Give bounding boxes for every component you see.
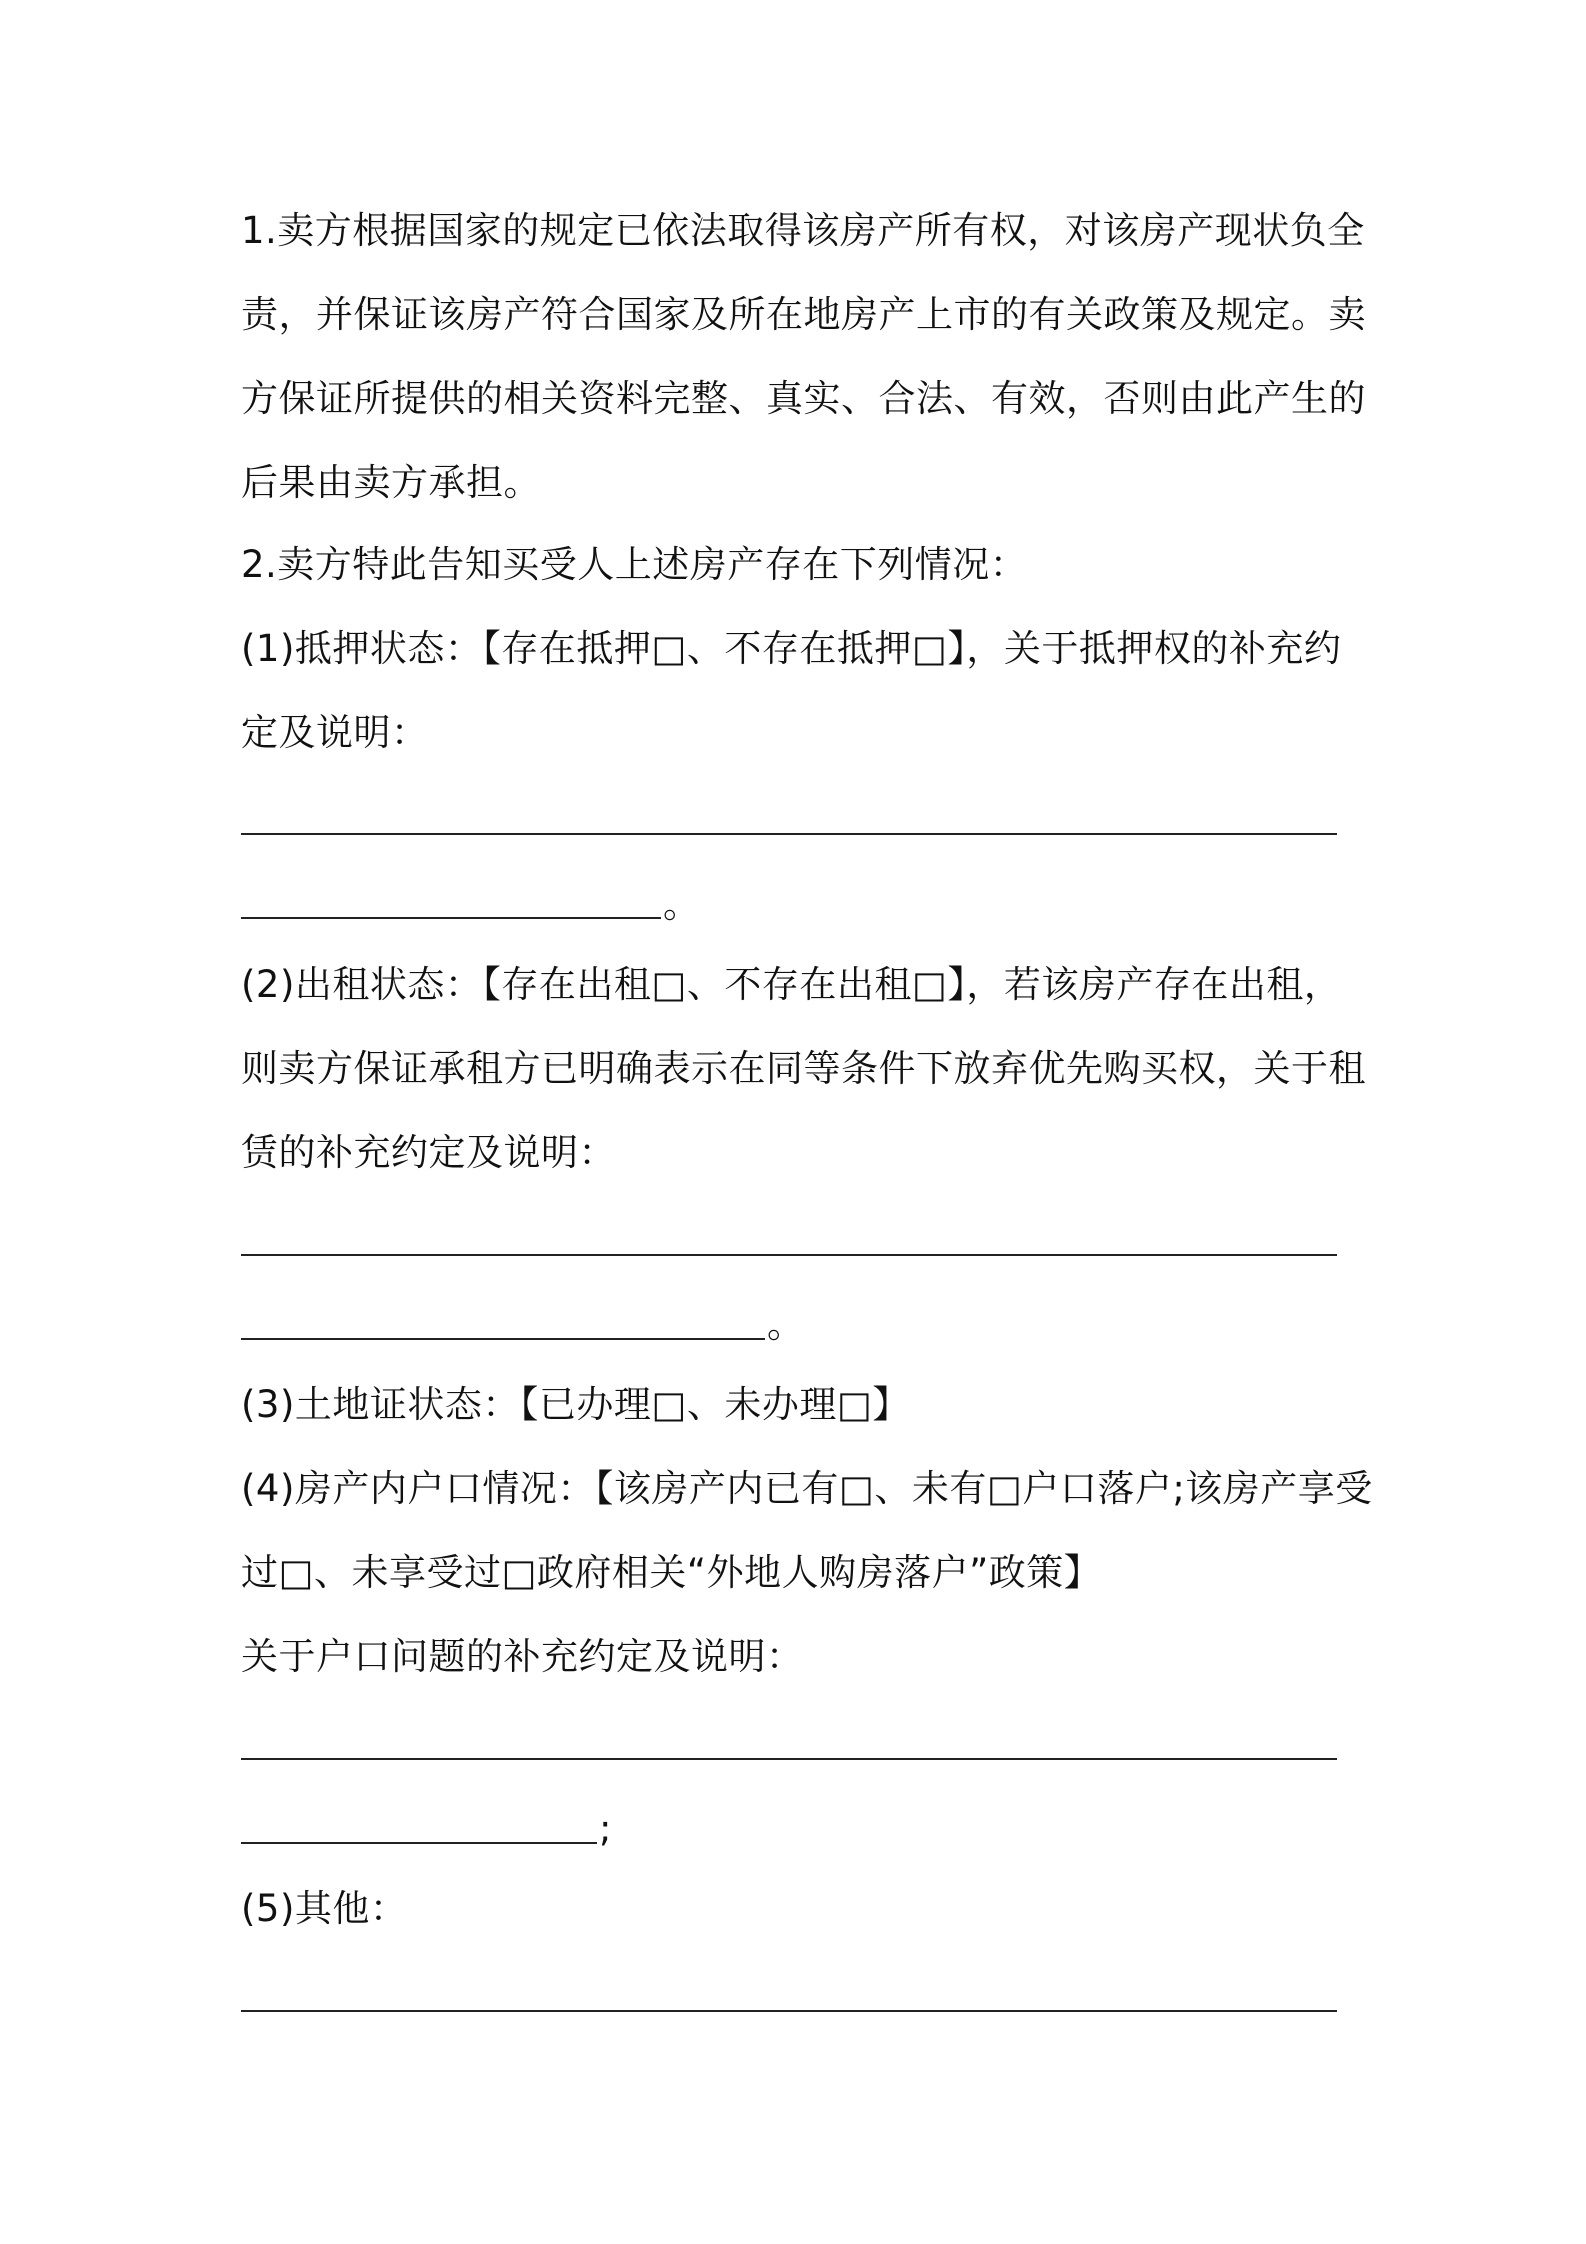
item2-line3: 赁的补充约定及说明： bbox=[241, 1131, 616, 1174]
item1-blank-line1[interactable] bbox=[241, 833, 1337, 835]
item4-line2: 过□、未享受过□政府相关“外地人购房落户”政策】 bbox=[241, 1551, 1102, 1594]
item3-line1: (3)土地证状态：【已办理□、未办理□】 bbox=[241, 1383, 910, 1426]
item2-blank-line2[interactable] bbox=[241, 1338, 765, 1340]
item2-line1: (2)出租状态：【存在出租□、不存在出租□】，若该房产存在出租， bbox=[241, 963, 1342, 1006]
item4-blank-line1[interactable] bbox=[241, 1758, 1337, 1760]
item1-end-mark: 。 bbox=[663, 883, 700, 926]
clause1-line3: 方保证所提供的相关资料完整、真实、合法、有效，否则由此产生的 bbox=[241, 377, 1366, 420]
item5-line1: (5)其他： bbox=[241, 1887, 408, 1930]
item1-blank-line2[interactable] bbox=[241, 917, 661, 919]
item4-end-mark: ; bbox=[599, 1807, 612, 1850]
item5-blank-line1[interactable] bbox=[241, 2010, 1337, 2012]
item2-blank-line1[interactable] bbox=[241, 1254, 1337, 1256]
contract-page bbox=[241, 0, 1373, 2244]
item2-end-mark: 。 bbox=[767, 1303, 804, 1346]
clause1-line2: 责，并保证该房产符合国家及所在地房产上市的有关政策及规定。卖 bbox=[241, 293, 1366, 336]
item4-line1: (4)房产内户口情况：【该房产内已有□、未有□户口落户;该房产享受 bbox=[241, 1467, 1373, 1510]
item4-blank-line2[interactable] bbox=[241, 1842, 597, 1844]
item1-line1: (1)抵押状态：【存在抵押□、不存在抵押□】，关于抵押权的补充约 bbox=[241, 627, 1342, 670]
item2-line2: 则卖方保证承租方已明确表示在同等条件下放弃优先购买权，关于租 bbox=[241, 1047, 1366, 1090]
clause1-line1: 1.卖方根据国家的规定已依法取得该房产所有权，对该房产现状负全 bbox=[241, 209, 1365, 252]
clause2-intro: 2.卖方特此告知买受人上述房产存在下列情况： bbox=[241, 543, 1028, 586]
item4-line3: 关于户口问题的补充约定及说明： bbox=[241, 1635, 804, 1678]
item1-line2: 定及说明： bbox=[241, 711, 429, 754]
clause1-line4: 后果由卖方承担。 bbox=[241, 461, 541, 504]
